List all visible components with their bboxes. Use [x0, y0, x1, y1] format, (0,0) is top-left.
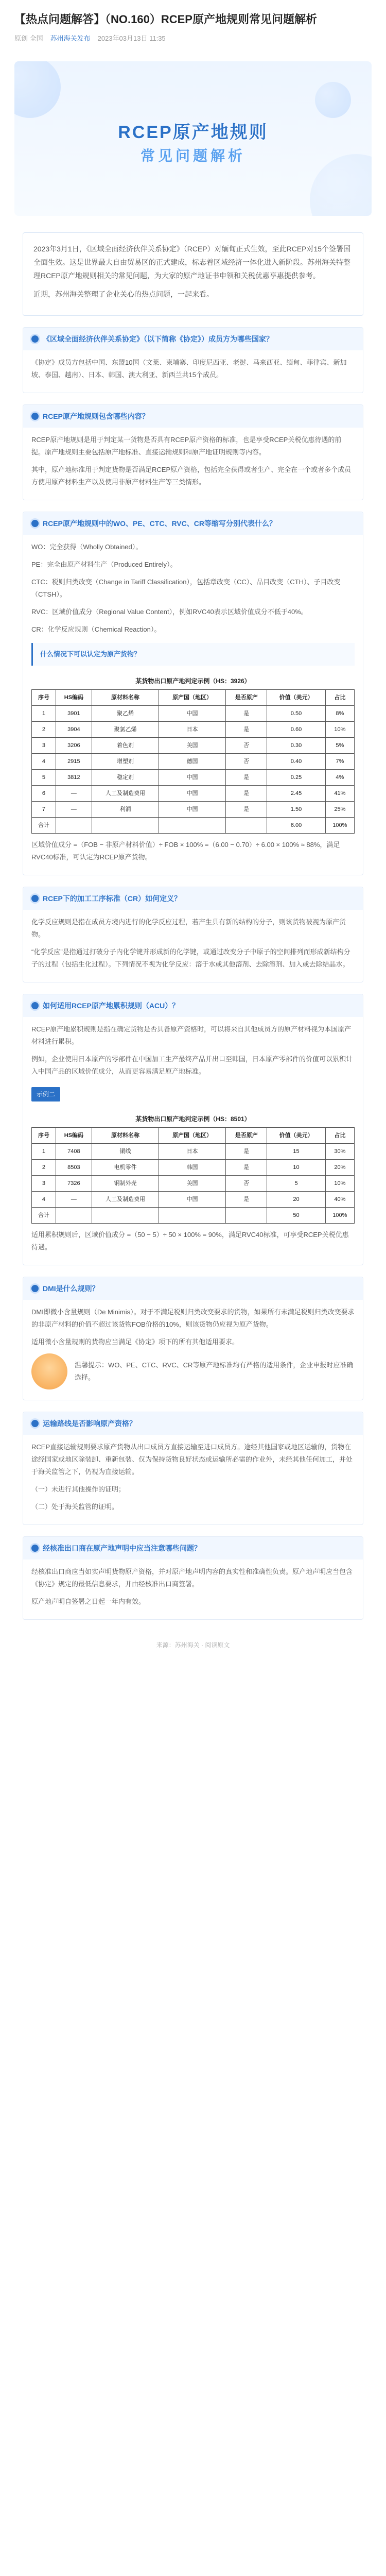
decor-circle [315, 82, 351, 118]
table-cell [56, 818, 92, 834]
answer-paragraph: 区域价值成分 =（FOB − 非原产材料价值）÷ FOB × 100% =（6.00 − 0.70）÷ 6.00 × 100% ≈ 88%，满足RVC40标准，可认定为RCEP原产货物。 [31, 841, 340, 861]
table-cell [92, 1208, 159, 1224]
table-cell: 5 [32, 770, 56, 786]
table-header-cell: 原产国（地区） [159, 690, 226, 706]
answer-paragraph: 经核准出口商应当如实声明货物原产资格，并对原产地声明内容的真实性和准确性负责。原产地声明应当包含《协定》规定的最低信息要求，并由经核准出口商签署。 [31, 1568, 353, 1588]
intro-paragraph: 近期，苏州海关整理了企业关心的热点问题，一起来看。 [33, 290, 214, 298]
qa-section [23, 887, 363, 982]
table-row [32, 738, 355, 754]
table-cell: 10 [267, 1160, 325, 1176]
table-row [32, 754, 355, 770]
article-title: 【热点问题解答】（NO.160）RCEP原产地规则常见问题解析 [14, 13, 317, 26]
question-heading [23, 994, 363, 1017]
table-row [32, 786, 355, 802]
table-header-cell: 价值（美元） [267, 1128, 325, 1144]
question-heading [23, 405, 363, 428]
bullet-icon [31, 1545, 39, 1552]
table-cell: 3 [32, 738, 56, 754]
table-header-cell: 价值（美元） [267, 690, 325, 706]
table-cell: 美国 [159, 738, 226, 754]
answer-paragraph: RVC：区域价值成分（Regional Value Content），例如RVC40表示区域价值成分不低于40%。 [31, 608, 308, 616]
example-tag: 示例二 [31, 1087, 60, 1101]
table-header-cell: 占比 [325, 690, 354, 706]
table-cell: 否 [226, 738, 267, 754]
question-heading [23, 1412, 363, 1435]
table-cell [226, 1208, 267, 1224]
table-cell: 41% [325, 786, 354, 802]
qa-section [23, 327, 363, 393]
origin-table [31, 1111, 355, 1224]
question-text: 经核准出口商在原产地声明中应当注意哪些问题？ [43, 1544, 201, 1552]
table-cell: 8% [325, 706, 354, 722]
table-cell: 5 [267, 1176, 325, 1192]
table-caption: 某货物出口原产地判定示例（HS：3926） [135, 677, 251, 685]
answer-body [23, 1560, 363, 1619]
answer-paragraph: （一）未进行其他操作的证明； [31, 1485, 126, 1493]
table-cell: — [56, 802, 92, 818]
table-cell: — [56, 786, 92, 802]
question-heading [23, 512, 363, 535]
qa-section [23, 1536, 363, 1620]
table-cell: 2 [32, 722, 56, 738]
intro-paragraph: 2023年3月1日，《区域全面经济伙伴关系协定》（RCEP）对缅甸正式生效，至此RCEP对15个签署国全面生效。这是世界最大自由贸易区的正式建成，标志着区域经济一体化进入新阶段。苏州海关特整理RCEP原产地规则相关的常见问题，为大家的原产地证书申领和关税优惠享惠提供参考。 [33, 245, 351, 280]
answer-paragraph: PE：完全由原产材料生产（Produced Entirely）。 [31, 561, 177, 568]
table-cell: 8503 [56, 1160, 92, 1176]
qa-section [23, 994, 363, 1265]
table-cell: 否 [226, 1176, 267, 1192]
answer-paragraph: RCEP原产地规则是用于判定某一货物是否具有RCEP原产资格的标准，也是享受RCEP关税优惠待遇的前提。原产地规则主要包括原产地标准、直接运输规则和原产地证明规则等内容。 [31, 436, 342, 456]
table-cell: 人工及制造费用 [92, 786, 159, 802]
table-cell: 日本 [159, 722, 226, 738]
table-cell: 3901 [56, 706, 92, 722]
bullet-icon [31, 1285, 39, 1292]
table-row [32, 1192, 355, 1208]
decor-circle [14, 61, 61, 118]
answer-paragraph: CTC：税则归类改变（Change in Tariff Classification），包括章改变（CC）、品目改变（CTH）、子目改变（CTSH）。 [31, 578, 341, 598]
table-cell: 4 [32, 1192, 56, 1208]
table-cell: 5% [325, 738, 354, 754]
footer: 来源：苏州海关 · 阅读原文 [156, 1641, 230, 1649]
table-cell: 着色剂 [92, 738, 159, 754]
table-cell: 30% [325, 1144, 354, 1160]
table-cell: 稳定剂 [92, 770, 159, 786]
table-cell: 4% [325, 770, 354, 786]
table-cell: 钢制外壳 [92, 1176, 159, 1192]
question-text: DMI是什么规则？ [43, 1284, 99, 1293]
answer-paragraph: RCEP原产地累积规则是指在确定货物是否具备原产资格时，可以将来自其他成员方的原产材料视为本国原产材料进行累积。 [31, 1025, 352, 1045]
table-cell: 3206 [56, 738, 92, 754]
table-cell: 4 [32, 754, 56, 770]
qa-section [23, 512, 363, 875]
table-cell: 0.50 [267, 706, 325, 722]
answer-body [23, 350, 363, 393]
table-cell: 15 [267, 1144, 325, 1160]
table-cell: 7% [325, 754, 354, 770]
table-cell [159, 1208, 226, 1224]
table-cell: 韩国 [159, 1160, 226, 1176]
table-total-row [32, 818, 355, 834]
table-cell: 25% [325, 802, 354, 818]
table-header-cell: 序号 [32, 690, 56, 706]
question-text: 如何适用RCEP原产地累积规则（ACU）？ [43, 1002, 180, 1010]
table-cell: 2 [32, 1160, 56, 1176]
table-cell: 50 [267, 1208, 325, 1224]
table-cell: 美国 [159, 1176, 226, 1192]
table-cell: 聚乙烯 [92, 706, 159, 722]
table-cell: 7326 [56, 1176, 92, 1192]
table-cell: 1 [32, 1144, 56, 1160]
table-cell: 20% [325, 1160, 354, 1176]
table-cell: 3812 [56, 770, 92, 786]
table-cell: 是 [226, 786, 267, 802]
table-cell: 2.45 [267, 786, 325, 802]
table-header-row [32, 1128, 355, 1144]
qa-section [23, 404, 363, 500]
table-cell: 铜线 [92, 1144, 159, 1160]
publish-time: 2023年03月13日 11:35 [97, 35, 166, 42]
table-row [32, 1176, 355, 1192]
table-cell: 6 [32, 786, 56, 802]
answer-paragraph: 化学反应规则是指在成员方境内进行的化学反应过程，若产生具有新的结构的分子，则该货物被视为原产货物。 [31, 918, 346, 938]
answer-paragraph: 其中，原产地标准用于判定货物是否满足RCEP原产资格，包括完全获得或者生产、完全在一个或者多个成员方使用原产材料生产以及使用非原产材料生产等三类情形。 [31, 466, 352, 486]
table-cell: 1 [32, 706, 56, 722]
qa-section [23, 1277, 363, 1400]
article-header [0, 0, 386, 43]
answer-paragraph: 原产地声明自签署之日起一年内有效。 [31, 1598, 146, 1605]
qa-section [23, 1412, 363, 1525]
question-heading [23, 887, 363, 910]
table-cell: 100% [325, 818, 354, 834]
answer-paragraph: CR：化学反应规则（Chemical Reaction）。 [31, 625, 161, 633]
table-header-cell: HS编码 [56, 690, 92, 706]
question-text: RCEP下的加工工序标准（CR）如何定义？ [43, 894, 182, 903]
table-cell: 是 [226, 1160, 267, 1176]
table-cell [56, 1208, 92, 1224]
meta-source: 原创 全国 [14, 35, 43, 42]
answer-paragraph: RCEP直接运输规则要求原产货物从出口成员方直接运输至进口成员方。途经其他国家或地区运输的，货物在途经国家或地区除装卸、重新包装、仅为保持货物良好状态或运输所必需的作业外，未经其他任何加工，并处于海关监管之下，仍视为直接运输。 [31, 1443, 353, 1476]
table-cell: 是 [226, 1192, 267, 1208]
table-cell: 否 [226, 754, 267, 770]
answer-paragraph: 适用累积规则后，区域价值成分 =（50 − 5）÷ 50 × 100% = 90%，满足RVC40标准，可享受RCEP关税优惠待遇。 [31, 1231, 349, 1251]
table-cell [226, 818, 267, 834]
bullet-icon [31, 413, 39, 420]
answer-body [23, 1435, 363, 1524]
question-text: 《区域全面经济伙伴关系协定》（以下简称《协定》）成员方为哪些国家？ [43, 335, 273, 343]
answer-paragraph: “化学反应”是指通过打破分子内化学键并形成新的化学键，或通过改变分子中原子的空间排列而形成新结构分子的过程（包括生化过程）。下列情况不视为化学反应：溶于水或其他溶剂、去除溶剂、加入或去除结晶水。 [31, 948, 350, 968]
table-cell: 人工及制造费用 [92, 1192, 159, 1208]
table-cell: 是 [226, 770, 267, 786]
table-cell: 0.25 [267, 770, 325, 786]
table-cell: 是 [226, 1144, 267, 1160]
bullet-icon [31, 335, 39, 343]
table-header-cell: 序号 [32, 1128, 56, 1144]
table-header-cell: 原产国（地区） [159, 1128, 226, 1144]
table-cell: 10% [325, 1176, 354, 1192]
table-cell: 是 [226, 802, 267, 818]
table-cell: 20 [267, 1192, 325, 1208]
hero-title: RCEP原产地规则 [118, 123, 268, 142]
answer-paragraph: 《协定》成员方包括中国、东盟10国（文莱、柬埔寨、印度尼西亚、老挝、马来西亚、缅甸、菲律宾、新加坡、泰国、越南）、日本、韩国、澳大利亚、新西兰共15个成员。 [31, 359, 347, 379]
article-meta [14, 33, 372, 43]
bullet-icon [31, 520, 39, 527]
table-cell: 7 [32, 802, 56, 818]
cartoon-figure-icon [31, 1353, 67, 1389]
table-header-cell: 是否原产 [226, 1128, 267, 1144]
illustration-note [31, 1353, 355, 1389]
table-cell: 合计 [32, 818, 56, 834]
table-header-row [32, 690, 355, 706]
answer-body [23, 535, 363, 875]
answer-body [23, 1300, 363, 1400]
table-cell: 是 [226, 706, 267, 722]
table-cell: 中国 [159, 802, 226, 818]
question-text: RCEP原产地规则包含哪些内容？ [43, 412, 149, 420]
answer-body [23, 428, 363, 500]
answer-paragraph: 例如，企业使用日本原产的零部件在中国加工生产最终产品并出口至韩国，日本原产零部件的价值可以累积计入中国产品的区域价值成分，从而更容易满足原产地标准。 [31, 1055, 353, 1075]
account-link[interactable]: 苏州海关发布 [50, 35, 91, 42]
question-heading [23, 1277, 363, 1300]
table-row [32, 1144, 355, 1160]
table-row [32, 706, 355, 722]
question-text: 运输路线是否影响原产资格？ [43, 1419, 136, 1428]
table-cell: 6.00 [267, 818, 325, 834]
table-cell: 日本 [159, 1144, 226, 1160]
answer-paragraph: WO：完全获得（Wholly Obtained）。 [31, 543, 143, 551]
table-cell: 2915 [56, 754, 92, 770]
table-cell: 中国 [159, 1192, 226, 1208]
answer-paragraph: 适用微小含量规则的货物应当满足《协定》项下的所有其他适用要求。 [31, 1338, 239, 1346]
bullet-icon [31, 895, 39, 902]
intro-box [23, 232, 363, 316]
question-heading [23, 1537, 363, 1560]
question-heading [23, 328, 363, 350]
table-cell: 0.40 [267, 754, 325, 770]
origin-table [31, 673, 355, 834]
question-text: RCEP原产地规则中的WO、PE、CTC、RVC、CR等缩写分别代表什么？ [43, 519, 276, 528]
table-cell: 1.50 [267, 802, 325, 818]
bullet-icon [31, 1420, 39, 1427]
bullet-icon [31, 1002, 39, 1009]
table-cell: 利润 [92, 802, 159, 818]
table-cell: 是 [226, 722, 267, 738]
table-cell: 0.30 [267, 738, 325, 754]
table-cell: 中国 [159, 770, 226, 786]
table-cell: 聚氯乙烯 [92, 722, 159, 738]
table-cell: 7408 [56, 1144, 92, 1160]
table-total-row [32, 1208, 355, 1224]
table-cell: 中国 [159, 706, 226, 722]
table-cell: 10% [325, 722, 354, 738]
table-header-cell: 原材料名称 [92, 690, 159, 706]
table-header-cell: 是否原产 [226, 690, 267, 706]
table-cell: 增塑剂 [92, 754, 159, 770]
table-header-cell: HS编码 [56, 1128, 92, 1144]
callout-heading: 什么情况下可以认定为原产货物？ [31, 643, 355, 666]
table-caption: 某货物出口原产地判定示例（HS：8501） [135, 1115, 251, 1123]
answer-body [23, 910, 363, 982]
table-cell: 中国 [159, 786, 226, 802]
answer-paragraph: （二）处于海关监管的证明。 [31, 1503, 119, 1511]
table-header-cell: 原材料名称 [92, 1128, 159, 1144]
answer-paragraph: DMI即微小含量规则（De Minimis）。对于不满足税则归类改变要求的货物，如果所有未满足税则归类改变要求的非原产材料的价值不超过该货物FOB价格的10%，则该货物仍应视为原产货物。 [31, 1308, 355, 1328]
table-cell [92, 818, 159, 834]
table-cell: 3 [32, 1176, 56, 1192]
illustration-text: 温馨提示：WO、PE、CTC、RVC、CR等原产地标准均有严格的适用条件，企业申报时应准确选择。 [75, 1361, 354, 1381]
table-cell: 100% [325, 1208, 354, 1224]
table-row [32, 802, 355, 818]
table-cell: — [56, 1192, 92, 1208]
table-cell: 合计 [32, 1208, 56, 1224]
table-row [32, 722, 355, 738]
table-row [32, 770, 355, 786]
table-cell [159, 818, 226, 834]
table-row [32, 1160, 355, 1176]
answer-body [23, 1017, 363, 1265]
hero-banner [14, 61, 372, 216]
table-cell: 0.60 [267, 722, 325, 738]
table-cell: 德国 [159, 754, 226, 770]
table-cell: 电机零件 [92, 1160, 159, 1176]
table-cell: 3904 [56, 722, 92, 738]
table-header-cell: 占比 [325, 1128, 354, 1144]
table-cell: 40% [325, 1192, 354, 1208]
hero-subtitle: 常见问题解析 [140, 148, 245, 164]
